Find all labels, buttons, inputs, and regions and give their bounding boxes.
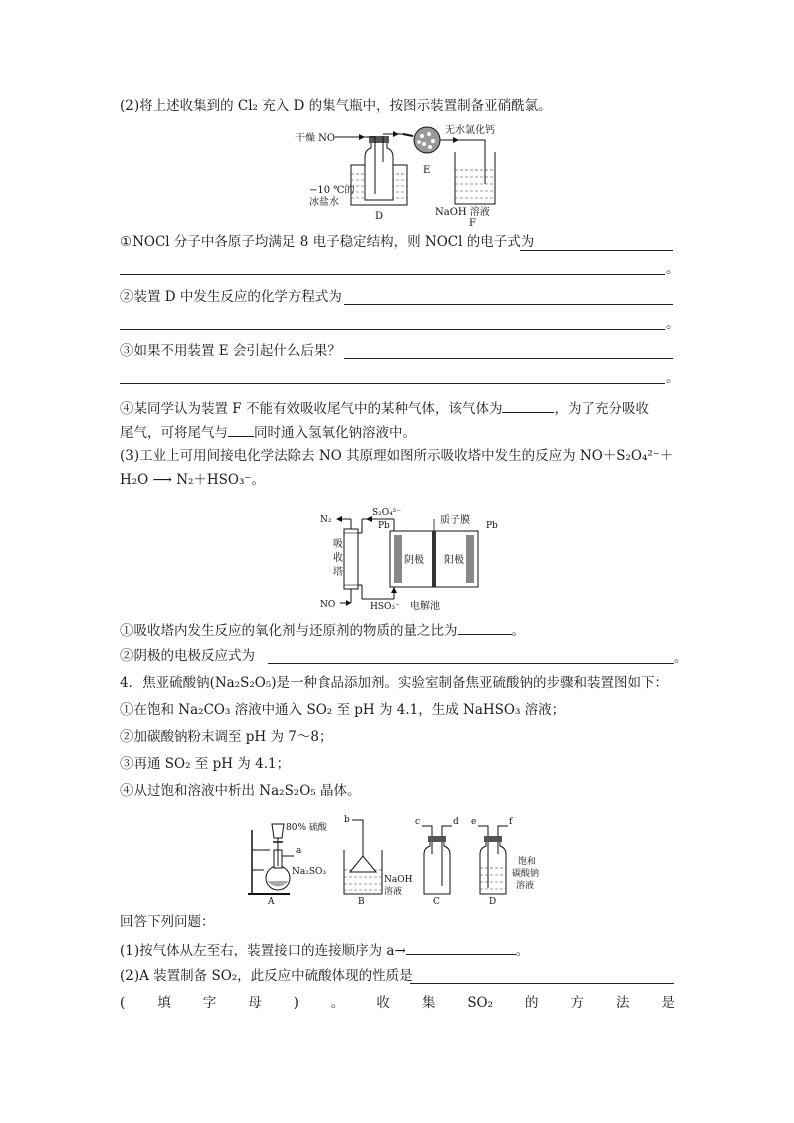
q4-a1-line	[120, 940, 529, 960]
fig3-e: e	[471, 817, 477, 827]
q3-s2: ②阴极的电极反应式为	[120, 648, 255, 664]
q4-a2b-12: 是	[661, 995, 675, 1011]
q4-a2b-4: )	[293, 995, 299, 1011]
answer-blank-q2-4a[interactable]	[502, 398, 554, 413]
q2-s4a: ④某同学认为装置 F 不能有效吸收尾气中的某种气体，该气体为	[120, 401, 503, 417]
q4-a1: (1)按气体从左至右，装置接口的连接顺序为 a→	[120, 943, 406, 959]
q3-line1: (3)工业上可用间接电化学法除去 NO 其原理如图所示吸收塔中发生的反应为 NO＋S₂O₄²⁻＋	[120, 448, 674, 464]
fig3-naoh1: NaOH	[384, 875, 413, 885]
q2-s4d: 同时通入氢氧化钠溶液中。	[254, 425, 416, 441]
fig1-label-d: D	[375, 211, 384, 222]
q2-s2: ②装置 D 中发生反应的化学方程式为	[120, 289, 342, 305]
answer-blank-q4-1[interactable]	[406, 940, 516, 955]
q4-a2b-1: 填	[157, 995, 171, 1011]
q2-s4b: ，为了充分吸收	[554, 401, 649, 417]
q4-a2b-10: 方	[570, 995, 584, 1011]
fig3-sat1: 饱和	[518, 857, 537, 867]
fig3-D: D	[489, 897, 497, 904]
fig2-tower-3: 塔	[333, 567, 343, 578]
q4-step1: ①在饱和 Na₂CO₃ 溶液中通入 SO₂ 至 pH 为 4.1，生成 NaHSO₃ 溶液；	[120, 702, 566, 718]
fig2-no: NO	[320, 600, 336, 610]
fig3-d: d	[453, 817, 459, 827]
q2-s1: ①NOCl 分子中各原子均满足 8 电子稳定结构，则 NOCl 的电子式为	[120, 234, 535, 250]
fig2-cathode: 阴极	[404, 555, 424, 566]
q4-a2b-5: 。	[330, 995, 345, 1011]
fig3-f: f	[509, 817, 513, 827]
fig2-membrane: 质子膜	[440, 515, 470, 526]
fig1-label-cacl2: 无水氯化钙	[445, 125, 495, 136]
fig3-B: B	[358, 897, 365, 904]
fig2-pb-left: Pb	[378, 521, 390, 531]
fig2-hso3: HSO₃⁻	[370, 602, 400, 612]
q4-a1-period: 。	[515, 943, 530, 959]
fig3-sat2: 碳酸钠	[512, 869, 540, 879]
q3-s1-line	[120, 620, 525, 640]
fig3-a: a	[296, 846, 302, 856]
figure-nocl-apparatus	[295, 122, 525, 227]
q2-s4c: 尾气，可将尾气与	[120, 425, 228, 441]
q3-line2: H₂O ⟶ N₂＋HSO₃⁻。	[120, 472, 266, 488]
q4-a2b-3: 母	[248, 995, 262, 1011]
period-4: 。	[674, 650, 688, 666]
q4-answer-intro: 回答下列问题：	[120, 914, 215, 930]
answer-blank-q2-1b[interactable]	[120, 274, 665, 275]
fig1-label-naoh: NaOH 溶液	[435, 207, 490, 218]
fig3-na2so3: Na₂SO₃	[292, 867, 327, 877]
fig2-tower-2: 收	[333, 553, 343, 564]
answer-blank-q2-4b[interactable]	[228, 422, 254, 437]
q4-a2b-6: 收	[376, 995, 390, 1011]
q2-s3: ③如果不用装置 E 会引起什么后果？	[120, 343, 341, 359]
fig1-label-bath2: 冰盐水	[309, 197, 339, 208]
answer-blank-q3-2[interactable]	[268, 663, 674, 664]
fig3-C: C	[433, 897, 440, 904]
q4-a2b-0: (	[120, 995, 126, 1011]
figure-electrolysis	[318, 505, 518, 613]
fig3-c: c	[415, 817, 421, 827]
fig2-s2o4: S₂O₄²⁻	[372, 508, 402, 518]
fig3-b: b	[344, 815, 350, 825]
period-1: 。	[666, 261, 680, 277]
fig3-A: A	[268, 897, 275, 904]
q2-intro: (2)将上述收集到的 Cl₂ 充入 D 的集气瓶中，按图示装置制备亚硝酰氯。	[120, 98, 552, 114]
fig2-anode: 阳极	[444, 555, 464, 566]
q4-step2: ②加碳酸钠粉末调至 pH 为 7～8；	[120, 729, 333, 745]
q4-a2b-11: 法	[615, 995, 630, 1011]
answer-blank-q3-1[interactable]	[458, 620, 512, 635]
fig1-label-e: E	[423, 165, 431, 176]
period-3: 。	[666, 370, 680, 386]
q4-a2: (2)A 装置制备 SO₂，此反应中硫酸体现的性质是	[120, 968, 413, 984]
fig1-label-f: F	[469, 218, 476, 227]
fig2-pb-right: Pb	[486, 521, 498, 531]
q4-a2b-9: 的	[525, 995, 539, 1011]
fig1-label-bath1: −10 ℃的	[309, 185, 355, 196]
answer-blank-q4-2[interactable]	[410, 983, 674, 984]
figure-so2-apparatus	[240, 810, 560, 904]
q3-s1-period: 。	[511, 623, 525, 639]
q4-step4: ④从过饱和溶液中析出 Na₂S₂O₅ 晶体。	[120, 783, 361, 799]
fig2-tower-1: 吸	[333, 539, 343, 550]
fig3-sat3: 溶液	[516, 881, 535, 891]
q2-s4-line2	[120, 422, 416, 442]
fig3-acid: 80% 硫酸	[286, 823, 327, 833]
fig1-label-no: 干燥 NO	[295, 133, 336, 144]
answer-blank-q2-2b[interactable]	[120, 329, 665, 330]
answer-blank-q2-2a[interactable]	[344, 304, 673, 305]
q4-a2-justified-line	[120, 994, 675, 1012]
q2-s4-line1	[120, 398, 649, 418]
period-2: 。	[666, 316, 680, 332]
fig2-n2: N₂	[320, 515, 332, 525]
fig3-naoh2: 溶液	[384, 887, 403, 897]
answer-blank-q2-3b[interactable]	[120, 383, 665, 384]
q4-a2b-7: 集	[421, 995, 436, 1011]
q4-intro: 4．焦亚硫酸钠(Na₂S₂O₅)是一种食品添加剂。实验室制备焦亚硫酸钠的步骤和装置图如下：	[120, 675, 669, 691]
q4-step3: ③再通 SO₂ 至 pH 为 4.1；	[120, 756, 291, 772]
answer-blank-q2-1a[interactable]	[520, 250, 673, 251]
q4-a2b-2: 字	[202, 995, 217, 1011]
answer-blank-q2-3a[interactable]	[344, 358, 673, 359]
q3-s1: ①吸收塔内发生反应的氧化剂与还原剂的物质的量之比为	[120, 623, 458, 639]
fig2-cell: 电解池	[410, 601, 440, 612]
q4-a2b-8: SO₂	[467, 995, 494, 1011]
